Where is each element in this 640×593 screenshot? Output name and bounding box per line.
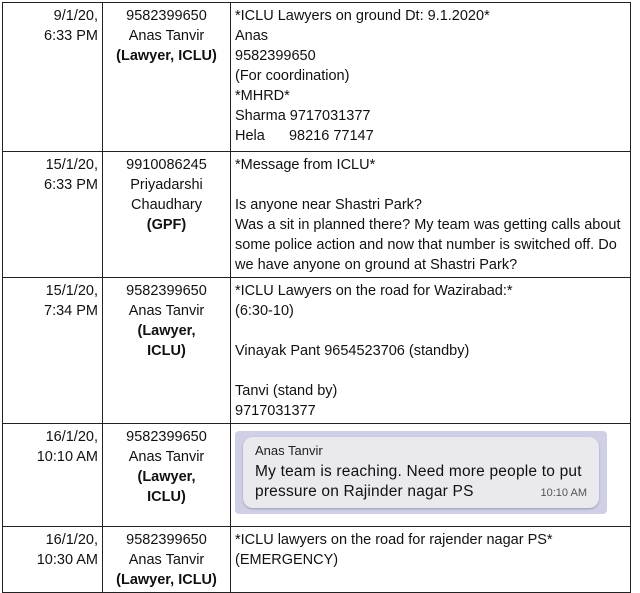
table-row	[3, 278, 631, 424]
table-row	[3, 527, 631, 593]
date-text: 16/1/20,	[45, 429, 98, 445]
contact-name: Anas Tanvir	[128, 303, 205, 319]
message-line: *ICLU Lawyers on ground Dt: 9.1.2020*	[235, 8, 490, 24]
date-cell	[3, 3, 103, 152]
contact-name: Anas Tanvir	[128, 552, 205, 568]
contact-name: Anas Tanvir	[128, 28, 205, 44]
message-line: *ICLU lawyers on the road for rajender nagar PS*	[235, 532, 553, 548]
message-line: *ICLU Lawyers on the road for Wazirabad:*	[235, 283, 513, 299]
contact-cell	[103, 424, 231, 527]
message-cell	[231, 3, 631, 152]
table-row	[3, 152, 631, 278]
chat-bubble	[243, 437, 599, 508]
time-text: 10:10 AM	[36, 449, 98, 465]
date-text: 9/1/20,	[53, 8, 98, 24]
contact-cell	[103, 278, 231, 424]
message-line: (For coordination)	[235, 68, 350, 84]
message-line: Is anyone near Shastri Park?	[235, 197, 422, 213]
time-text: 7:34 PM	[44, 303, 98, 319]
phone-number: 9910086245	[126, 157, 207, 173]
chat-message-text: My team is reaching. Need more people to put pressure on Rajinder nagar PS	[255, 463, 582, 500]
contact-cell	[103, 527, 231, 593]
contact-organization: (Lawyer, ICLU)	[116, 572, 217, 588]
message-line: (6:30-10)	[235, 303, 294, 319]
contact-name: Anas Tanvir	[128, 449, 205, 465]
message-line: *MHRD*	[235, 88, 290, 104]
time-text: 10:30 AM	[36, 552, 98, 568]
phone-number: 9582399650	[126, 8, 207, 24]
date-cell	[3, 424, 103, 527]
contact-organization: (GPF)	[146, 217, 187, 233]
message-line: Vinayak Pant 9654523706 (standby)	[235, 343, 470, 359]
date-cell	[3, 527, 103, 593]
time-text: 6:33 PM	[44, 177, 98, 193]
message-line: 9717031377	[235, 403, 316, 419]
message-line: *Message from ICLU*	[235, 157, 376, 173]
date-text: 16/1/20,	[45, 532, 98, 548]
contact-cell	[103, 3, 231, 152]
message-line: Tanvi (stand by)	[235, 383, 338, 399]
contact-name: Chaudhary	[131, 197, 202, 213]
message-line: Sharma 9717031377	[235, 108, 371, 124]
date-cell	[3, 152, 103, 278]
phone-number: 9582399650	[126, 429, 207, 445]
contact-organization: ICLU)	[147, 489, 186, 505]
message-log-table	[2, 2, 631, 593]
contact-organization: (Lawyer,	[137, 469, 196, 485]
contact-organization: (Lawyer,	[137, 323, 196, 339]
message-cell	[231, 424, 631, 527]
time-text: 6:33 PM	[44, 28, 98, 44]
table-row	[3, 3, 631, 152]
contact-cell	[103, 152, 231, 278]
message-line: (EMERGENCY)	[235, 552, 339, 568]
message-line: Was a sit in planned there? My team was getting calls about some police action and now that number is switched off. Do we have anyone on ground at Shastri Park?	[235, 217, 621, 273]
date-cell	[3, 278, 103, 424]
date-text: 15/1/20,	[45, 157, 98, 173]
date-text: 15/1/20,	[45, 283, 98, 299]
blank-line	[235, 361, 626, 381]
message-cell	[231, 152, 631, 278]
chat-sender: Anas Tanvir	[255, 443, 323, 458]
blank-line	[235, 175, 626, 195]
message-line: Hela 98216 77147	[235, 128, 374, 144]
table-row	[3, 424, 631, 527]
message-cell	[231, 278, 631, 424]
message-line: Anas	[235, 28, 269, 44]
message-line: 9582399650	[235, 48, 316, 64]
contact-organization: ICLU)	[147, 343, 186, 359]
blank-line	[235, 321, 626, 341]
contact-organization: (Lawyer, ICLU)	[116, 48, 217, 64]
phone-number: 9582399650	[126, 532, 207, 548]
chat-timestamp: 10:10 AM	[540, 487, 587, 499]
contact-name: Priyadarshi	[130, 177, 203, 193]
message-cell	[231, 527, 631, 593]
phone-number: 9582399650	[126, 283, 207, 299]
chat-screenshot	[235, 431, 607, 514]
